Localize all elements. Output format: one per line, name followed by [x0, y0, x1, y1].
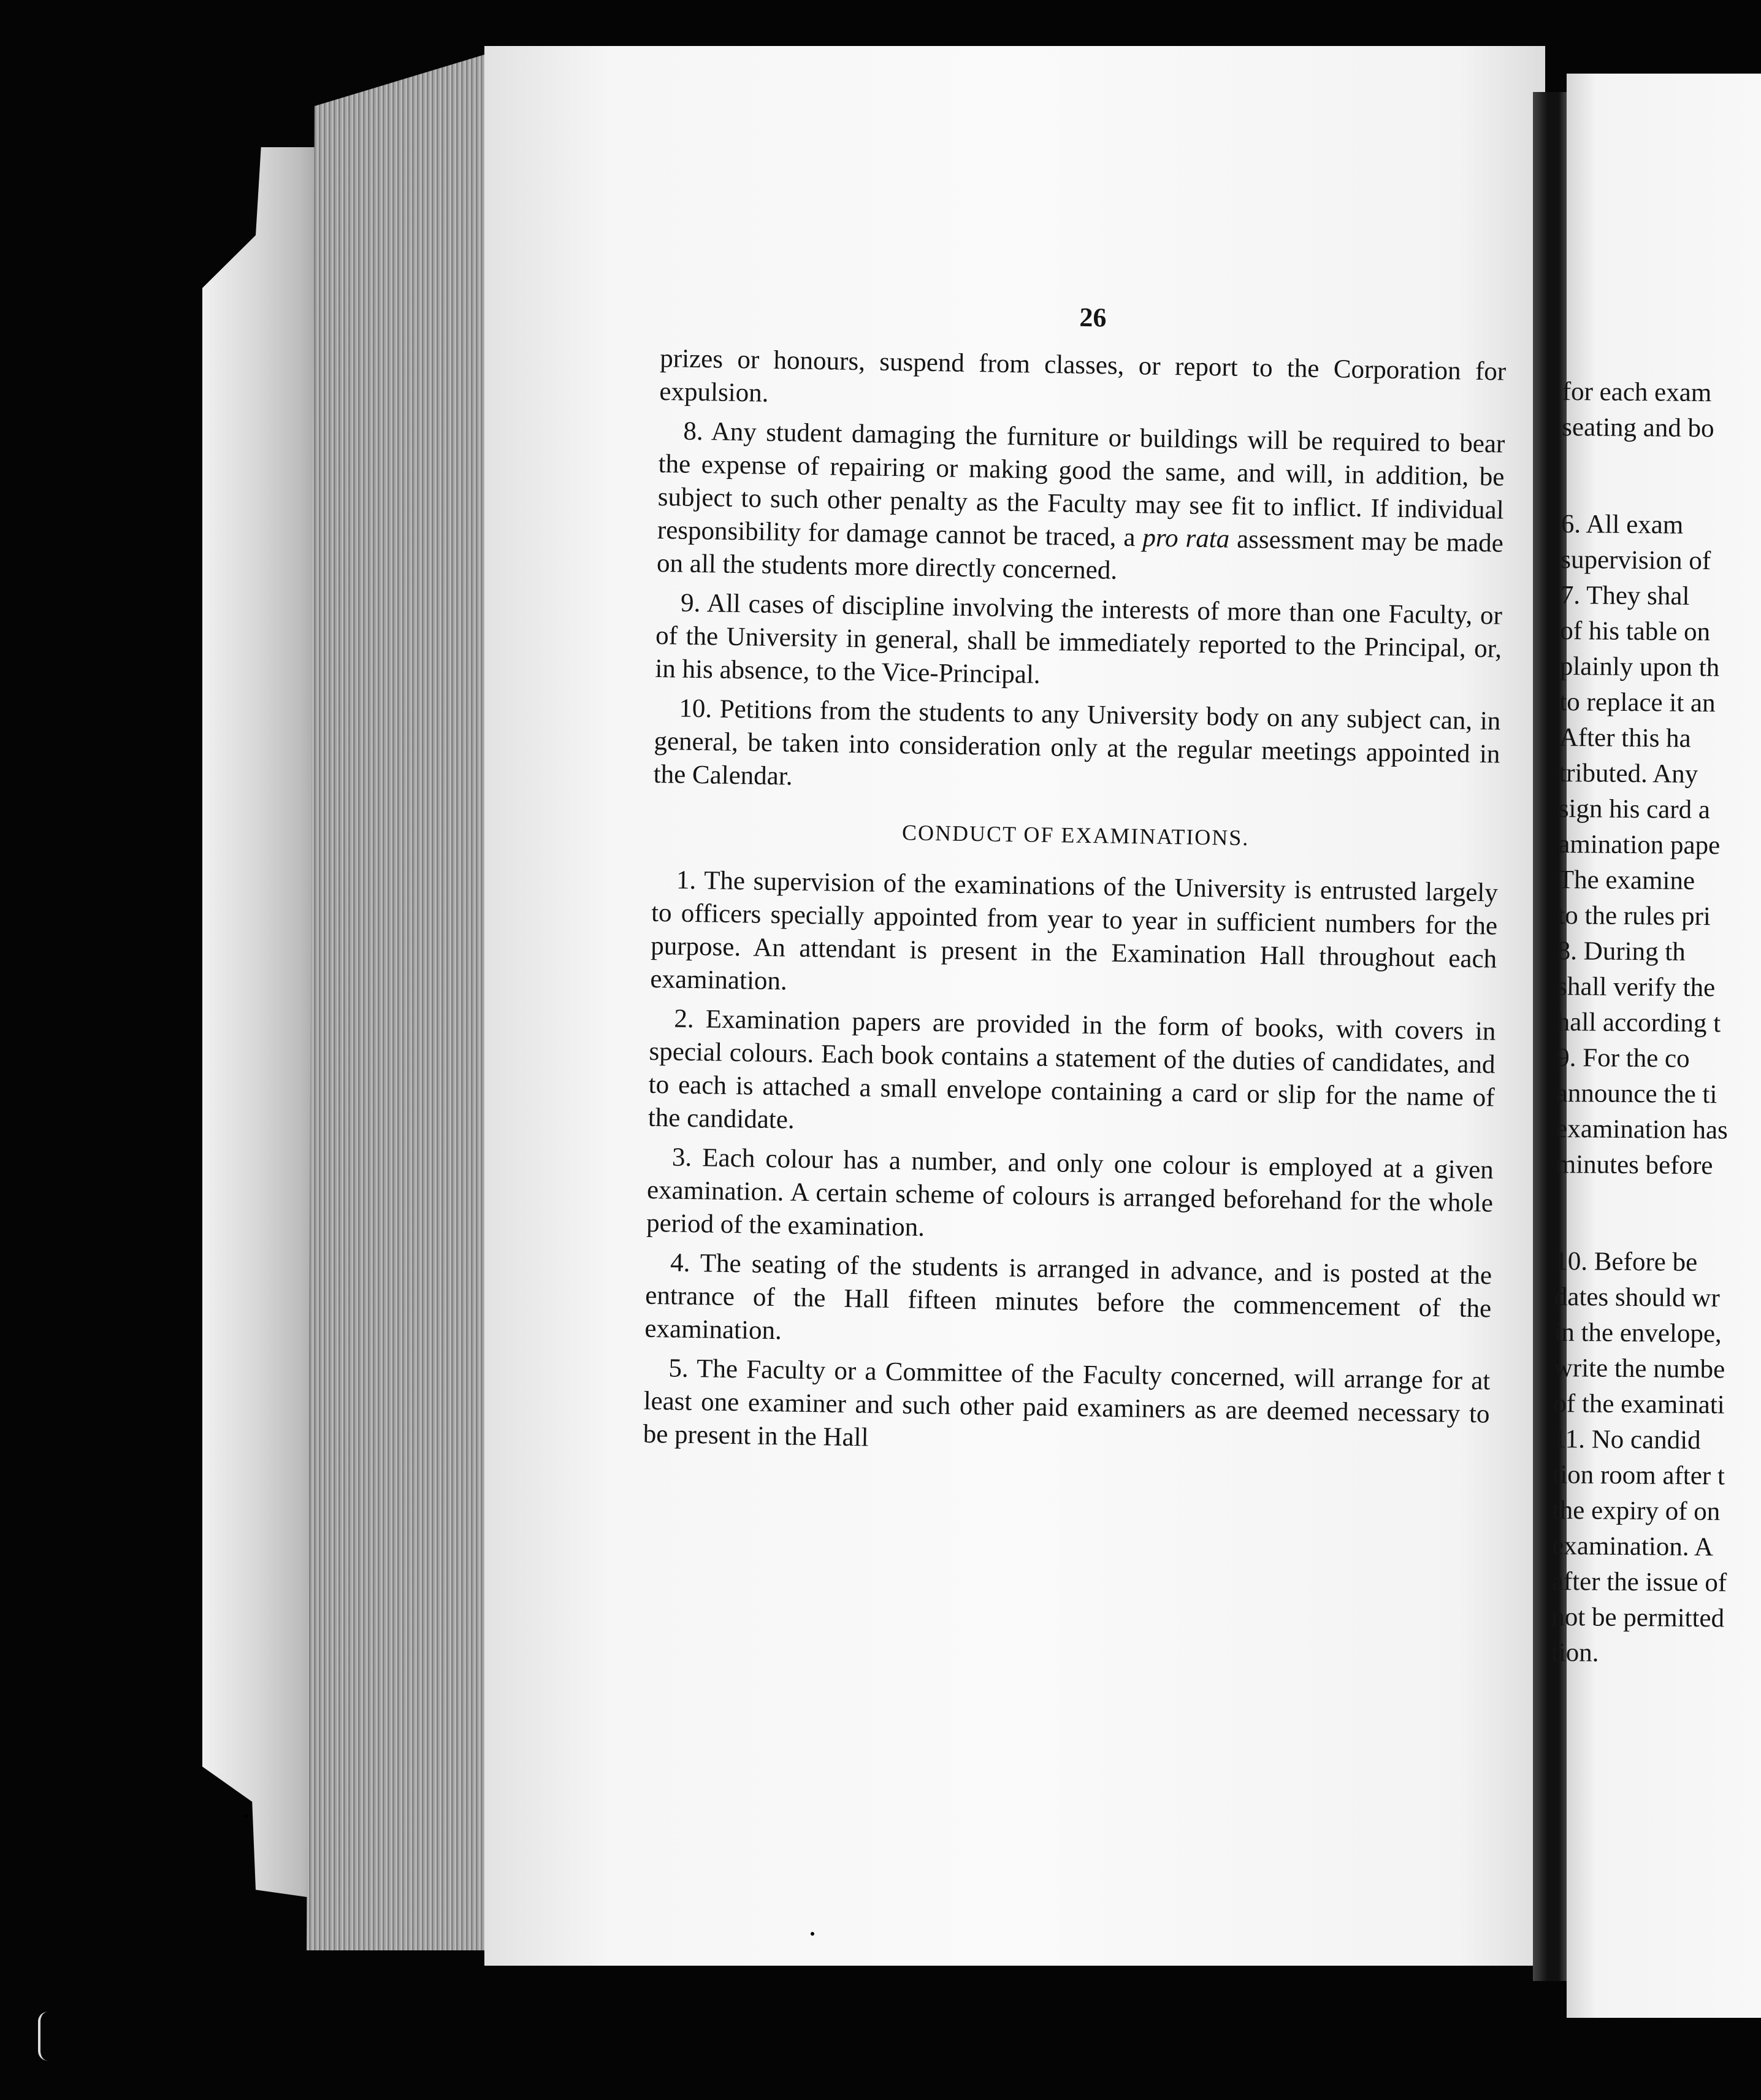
- facing-page-line: to replace it an: [1559, 687, 1716, 718]
- exam-rule-1: 1. The supervision of the examinations of the University is entrusted largely to officers specially appointed from year to year in sufficient numbers for the purpose. An attendant is present in the Examination Hall throughout each examination.: [650, 865, 1499, 996]
- facing-page-line: shall verify the: [1557, 971, 1716, 1003]
- facing-page-line: dates should wr: [1554, 1282, 1720, 1313]
- facing-page-line: supervision of: [1560, 545, 1711, 576]
- facing-page-line: [1555, 1182, 1754, 1246]
- scan-speck: [244, 1814, 248, 1818]
- page-number: 26: [1079, 302, 1107, 333]
- facing-page-line: 11. No candid: [1553, 1424, 1701, 1455]
- facing-page-line: After this ha: [1559, 722, 1691, 753]
- facing-page-line: not be permitted: [1551, 1602, 1725, 1633]
- facing-page-line: in the envelope,: [1554, 1317, 1722, 1349]
- facing-page-line: of his table on: [1560, 616, 1711, 647]
- scan-speck: [811, 1932, 814, 1936]
- paragraph-continuation: prizes or honours, suspend from classes, or report to the Corporation for expulsion.: [659, 343, 1507, 408]
- scan-edge-mark: [38, 2012, 48, 2061]
- book-page-edges: [307, 49, 503, 1950]
- facing-page-line: to the rules pri: [1557, 900, 1711, 932]
- italic-phrase: pro rata: [1142, 523, 1230, 554]
- facing-page-line: write the numbe: [1553, 1353, 1725, 1384]
- exam-rule-3: 3. Each colour has a number, and only one colour is employed at a given examination. A certain scheme of colours is arranged beforehand for the whole period of the examination.: [646, 1143, 1494, 1242]
- exam-rule-4: 4. The seating of the students is arranged in advance, and is posted at the entrance of the Hall fifteen minutes before the commencement of the examination.: [644, 1248, 1492, 1346]
- paragraph-9: 9. All cases of discipline involving the interests of more than one Faculty, or of the University in general, shall be immediately reported to the Principal, or, in his absence, to the Vice-Principal.: [655, 588, 1503, 689]
- facing-page-line: the expiry of on: [1552, 1495, 1721, 1527]
- facing-page-line: examination has: [1556, 1114, 1729, 1145]
- exam-rule-5: 5. The Faculty or a Committee of the Faculty concerned, will arrange for at least one examiner and such other paid examiners as are deemed necessary to be present in the Hall: [643, 1354, 1491, 1452]
- facing-page-line: of the examinati: [1553, 1389, 1725, 1420]
- facing-page-line: The examine: [1557, 865, 1695, 895]
- main-page-text: [643, 294, 1507, 1470]
- facing-page-line: minutes before: [1555, 1149, 1713, 1181]
- facing-page-line: 8. During th: [1557, 936, 1686, 967]
- facing-page-text: [1551, 374, 1761, 1673]
- facing-page-line: 10. Before be: [1554, 1246, 1698, 1277]
- facing-page-line: announce the ti: [1556, 1078, 1717, 1109]
- facing-page-line: [1561, 445, 1760, 508]
- facing-page-line: 9. For the co: [1556, 1043, 1690, 1073]
- facing-page-line: 6. All exam: [1560, 509, 1684, 540]
- facing-page-line: tributed. Any: [1559, 758, 1698, 789]
- facing-page-line: for each exam: [1562, 377, 1712, 408]
- facing-page-line: plainly upon th: [1559, 651, 1720, 683]
- facing-page-line: sign his card a: [1558, 794, 1711, 825]
- facing-page-line: 7. They shal: [1560, 580, 1690, 611]
- facing-page-line: after the issue of: [1551, 1566, 1727, 1598]
- facing-page-line: hall according t: [1556, 1007, 1721, 1038]
- paragraph-10: 10. Petitions from the students to any University body on any subject can, in general, be taken into consideration only at the regular meetings appointed in the Calendar.: [653, 694, 1501, 791]
- facing-page-line: tion.: [1551, 1638, 1599, 1668]
- exam-rule-2: 2. Examination papers are provided in the form of books, with covers in special colours. Each book contains a statement of the duties of candidates, and to each is attached a small envelope containing a card or slip for the name of the candidate.: [647, 1004, 1496, 1135]
- facing-page-line: tion room after t: [1553, 1460, 1725, 1491]
- section-heading: CONDUCT OF EXAMINATIONS.: [901, 820, 1250, 851]
- paragraph-8: 8. Any student damaging the furniture or buildings will be required to bear the expense of repairing or making good the same, and will, in addition, be subject to such other penalty as the Faculty may see fit to inflict. If individual responsibility for damage cannot be traced, a pro rata assessment may be made on all the students more directly concerned.: [656, 416, 1505, 585]
- facing-page-line: examination. A: [1552, 1531, 1714, 1562]
- facing-page-line: seating and bo: [1562, 412, 1714, 443]
- facing-page-line: amination pape: [1558, 829, 1721, 860]
